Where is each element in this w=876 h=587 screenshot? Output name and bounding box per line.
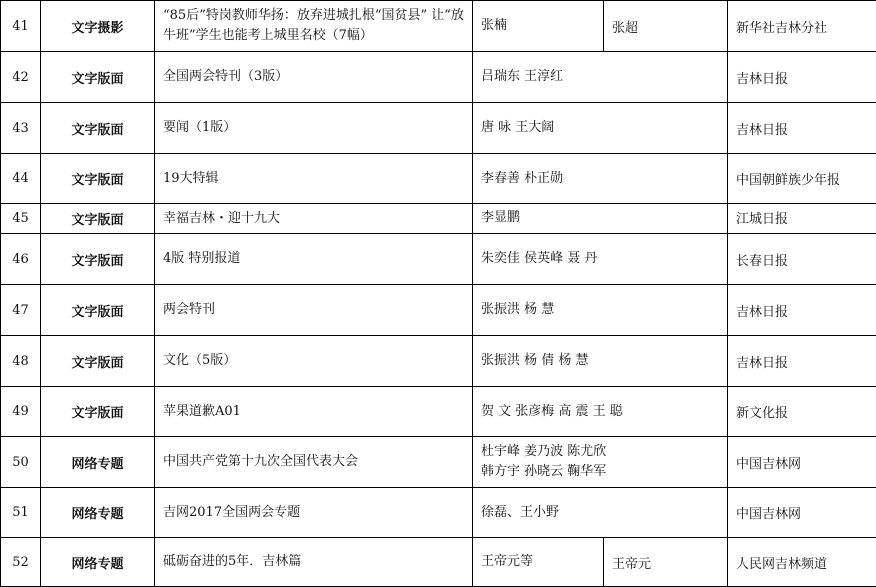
authors: 李春善 朴正勋 bbox=[473, 154, 728, 204]
authors: 张振洪 杨 倩 杨 慧 bbox=[473, 336, 728, 387]
publishing-unit: 吉林日报 bbox=[728, 285, 876, 336]
award-category: 文字版面 bbox=[41, 285, 155, 336]
work-title: 吉网2017全国两会专题 bbox=[155, 488, 473, 538]
work-title: 文化（5版） bbox=[155, 336, 473, 387]
publishing-unit: 江城日报 bbox=[728, 204, 876, 234]
award-category: 文字版面 bbox=[41, 336, 155, 387]
table-row bbox=[1, 336, 876, 387]
authors-line: 韩方宇 孙晓云 鞠华军 bbox=[481, 462, 719, 482]
table-row bbox=[1, 1, 876, 52]
table-row bbox=[1, 234, 876, 285]
authors: 徐磊、王小野 bbox=[473, 488, 728, 538]
row-number: 48 bbox=[1, 336, 41, 387]
authors: 王帝元等 bbox=[473, 538, 604, 587]
award-category: 文字版面 bbox=[41, 234, 155, 285]
publishing-unit: 长春日报 bbox=[728, 234, 876, 285]
row-number: 47 bbox=[1, 285, 41, 336]
row-number: 46 bbox=[1, 234, 41, 285]
publishing-unit: 中国吉林网 bbox=[728, 437, 876, 488]
authors-line: 杜宇峰 姜乃波 陈尤欣 bbox=[481, 442, 719, 462]
table-row bbox=[1, 387, 876, 437]
work-title: 全国两会特刊（3版） bbox=[155, 52, 473, 103]
award-category: 文字版面 bbox=[41, 103, 155, 154]
award-category: 文字版面 bbox=[41, 52, 155, 103]
table-row bbox=[1, 488, 876, 538]
publishing-unit: 中国吉林网 bbox=[728, 488, 876, 538]
authors-secondary: 王帝元 bbox=[604, 538, 728, 587]
row-number: 50 bbox=[1, 437, 41, 488]
table-row bbox=[1, 52, 876, 103]
row-number: 52 bbox=[1, 538, 41, 587]
table-row bbox=[1, 204, 876, 234]
authors bbox=[473, 437, 728, 488]
award-category: 网络专题 bbox=[41, 437, 155, 488]
table-row bbox=[1, 538, 876, 587]
publishing-unit: 新文化报 bbox=[728, 387, 876, 437]
work-title: 19大特辑 bbox=[155, 154, 473, 204]
publishing-unit: 新华社吉林分社 bbox=[728, 1, 876, 52]
publishing-unit: 人民网吉林频道 bbox=[728, 538, 876, 587]
authors: 朱奕佳 侯英峰 聂 丹 bbox=[473, 234, 728, 285]
row-number: 41 bbox=[1, 1, 41, 52]
row-number: 43 bbox=[1, 103, 41, 154]
row-number: 42 bbox=[1, 52, 41, 103]
award-category: 文字摄影 bbox=[41, 1, 155, 52]
work-title: 要闻（1版） bbox=[155, 103, 473, 154]
work-title: 苹果道歉A01 bbox=[155, 387, 473, 437]
table-row bbox=[1, 437, 876, 488]
row-number: 45 bbox=[1, 204, 41, 234]
authors-secondary: 张超 bbox=[604, 1, 728, 52]
award-category: 文字版面 bbox=[41, 154, 155, 204]
row-number: 51 bbox=[1, 488, 41, 538]
authors: 贺 文 张彦梅 高 震 王 聪 bbox=[473, 387, 728, 437]
publishing-unit: 吉林日报 bbox=[728, 336, 876, 387]
award-category: 文字版面 bbox=[41, 204, 155, 234]
authors: 张楠 bbox=[473, 1, 604, 52]
work-title: 两会特刊 bbox=[155, 285, 473, 336]
work-title: 幸福吉林・迎十九大 bbox=[155, 204, 473, 234]
award-category: 网络专题 bbox=[41, 488, 155, 538]
row-number: 49 bbox=[1, 387, 41, 437]
publishing-unit: 吉林日报 bbox=[728, 103, 876, 154]
authors: 李显鹏 bbox=[473, 204, 728, 234]
work-title: 中国共产党第十九次全国代表大会 bbox=[155, 437, 473, 488]
work-title: “85后”特岗教师华扬：放弃进城扎根“国贫县” 让“放牛班”学生也能考上城里名校（7幅） bbox=[155, 1, 473, 52]
authors: 吕瑞东 王淳红 bbox=[473, 52, 728, 103]
publishing-unit: 吉林日报 bbox=[728, 52, 876, 103]
table-row bbox=[1, 103, 876, 154]
publishing-unit: 中国朝鲜族少年报 bbox=[728, 154, 876, 204]
work-title: 4版 特别报道 bbox=[155, 234, 473, 285]
authors: 张振洪 杨 慧 bbox=[473, 285, 728, 336]
award-category: 网络专题 bbox=[41, 538, 155, 587]
row-number: 44 bbox=[1, 154, 41, 204]
award-category: 文字版面 bbox=[41, 387, 155, 437]
table-row bbox=[1, 154, 876, 204]
table-row bbox=[1, 285, 876, 336]
authors: 唐 咏 王大阔 bbox=[473, 103, 728, 154]
work-title: 砥砺奋进的5年．吉林篇 bbox=[155, 538, 473, 587]
